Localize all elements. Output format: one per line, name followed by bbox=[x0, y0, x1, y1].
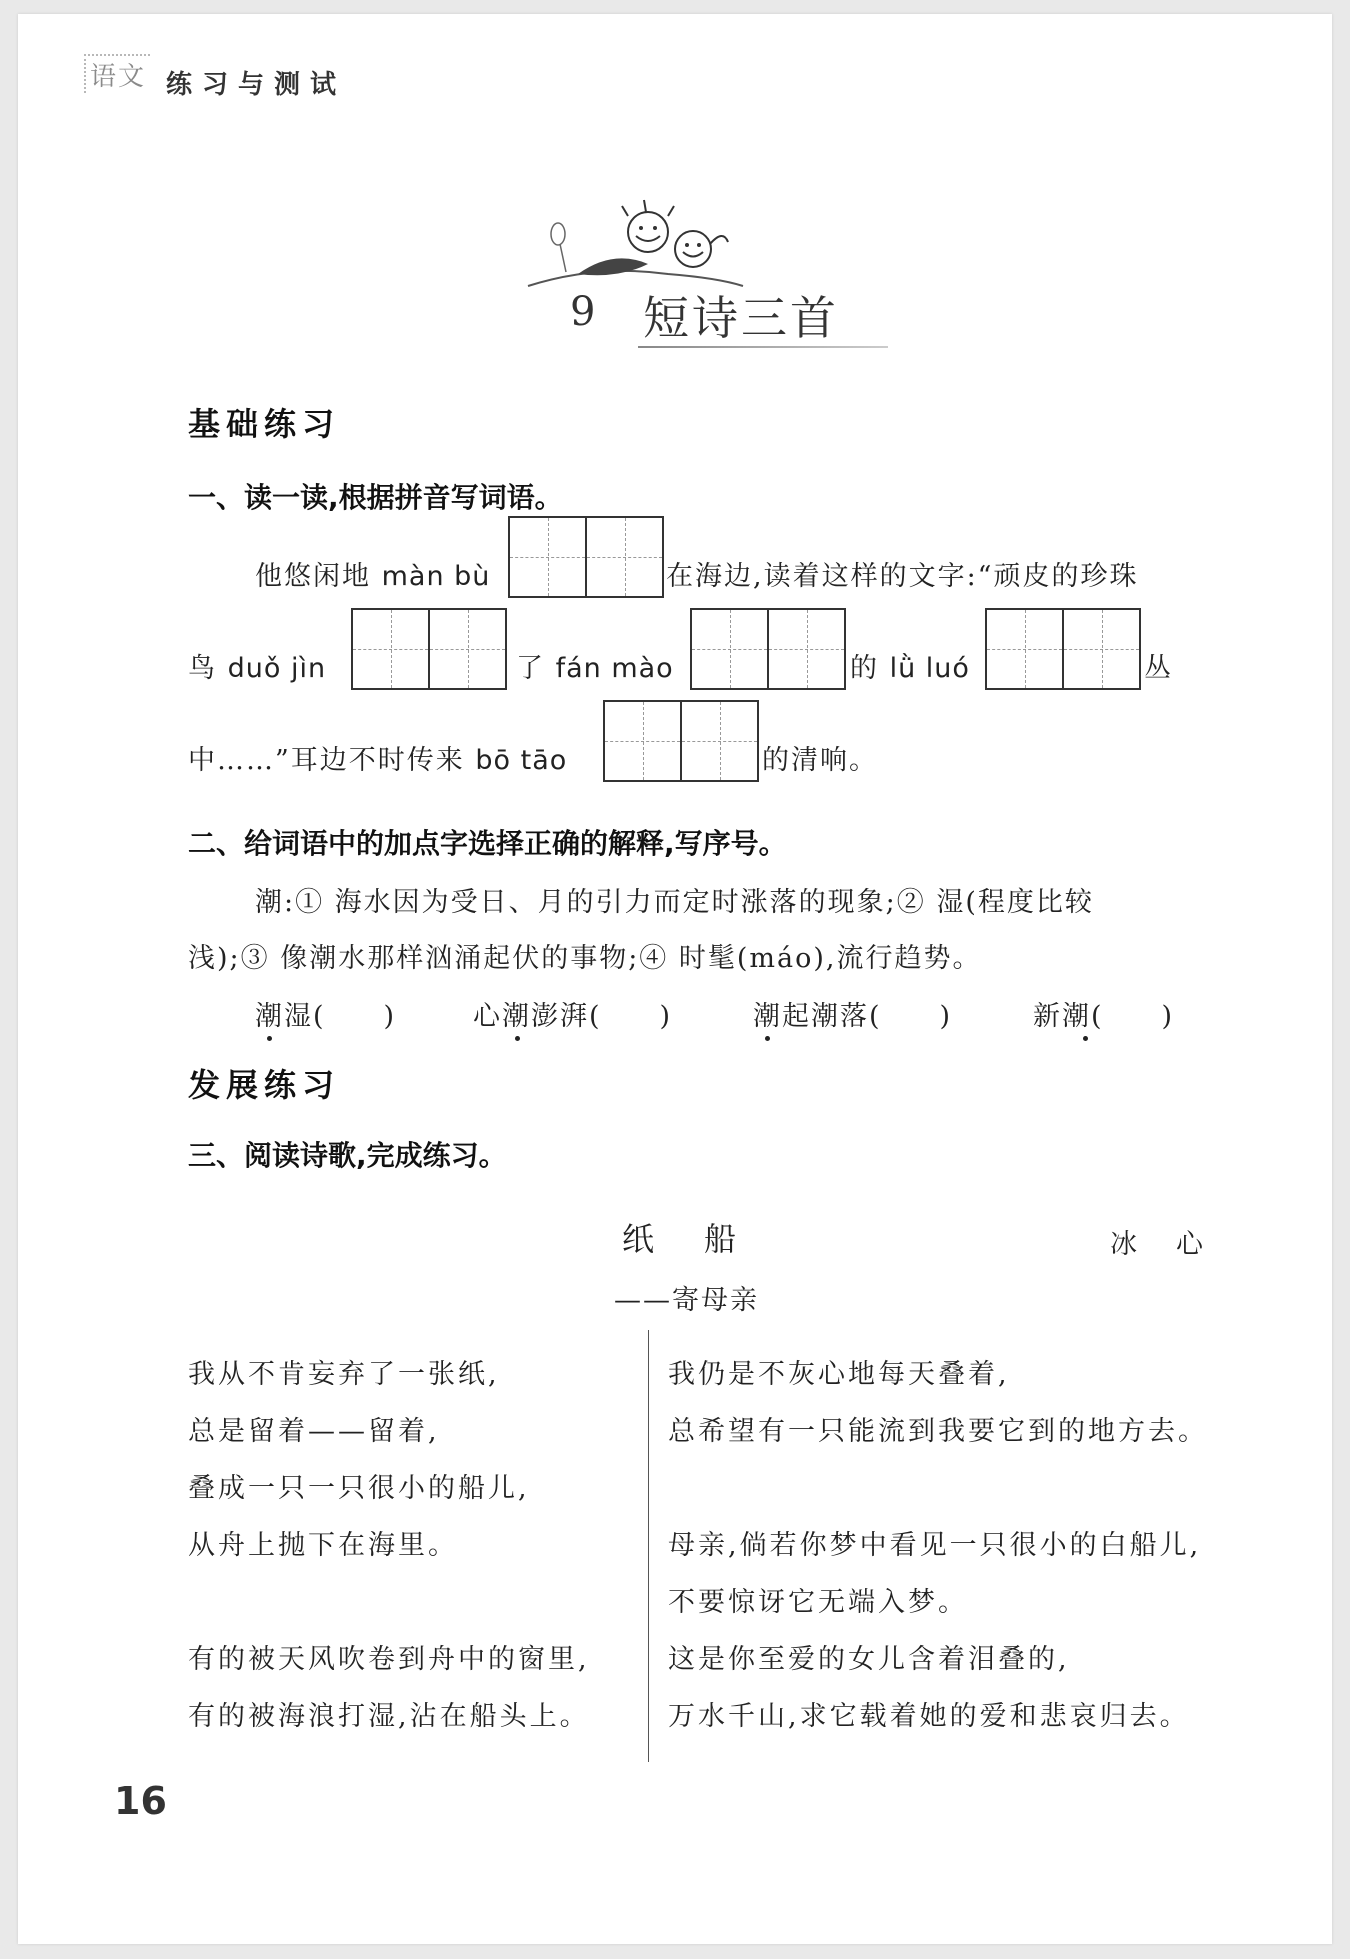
q3-heading: 三、阅读诗歌,完成练习。 bbox=[188, 1139, 507, 1172]
poem-left-line: 从舟上抛下在海里。 bbox=[188, 1530, 458, 1561]
book-title: 练习与测试 bbox=[166, 70, 347, 100]
answer-box-fan-mao[interactable] bbox=[690, 608, 846, 690]
poem-left-line: 我从不肯妄弃了一张纸, bbox=[188, 1359, 500, 1390]
emphasis-dot bbox=[765, 1036, 770, 1041]
column-divider bbox=[648, 1330, 649, 1762]
q1-line3-end: 的清响。 bbox=[762, 745, 878, 776]
pinyin-fan-mao: fán mào bbox=[555, 653, 674, 684]
pinyin-lu-luo: lǜ luó bbox=[889, 653, 970, 684]
q2-item-2[interactable]: 心潮澎湃( ) bbox=[473, 1001, 673, 1032]
poem-right-line: 这是你至爱的女儿含着泪叠的, bbox=[668, 1644, 1070, 1675]
children-illustration-icon bbox=[518, 194, 748, 294]
poem-left-line: 有的被海浪打湿,沾在船头上。 bbox=[188, 1701, 590, 1732]
q1-line3-start: 中……”耳边不时传来 bō tāo bbox=[188, 745, 568, 776]
poem-subtitle: ——寄母亲 bbox=[614, 1285, 759, 1316]
q1-line2-end: 丛 bbox=[1144, 653, 1173, 684]
poem-title: 纸船 bbox=[622, 1220, 787, 1258]
q2-heading: 二、给词语中的加点字选择正确的解释,写序号。 bbox=[188, 827, 787, 860]
page-number: 16 bbox=[114, 1779, 167, 1823]
poem-right-line: 不要惊讶它无端入梦。 bbox=[668, 1587, 968, 1618]
emphasis-dot bbox=[267, 1036, 272, 1041]
poem-right-line: 总希望有一只能流到我要它到的地方去。 bbox=[668, 1416, 1208, 1447]
q2-item-3[interactable]: 潮起潮落( ) bbox=[753, 1001, 953, 1032]
q2-definition-line2: 浅);③ 像潮水那样汹涌起伏的事物;④ 时髦(máo),流行趋势。 bbox=[188, 943, 982, 974]
emphasis-dot bbox=[515, 1036, 520, 1041]
q1-line2-mid2: 的 lǜ luó bbox=[850, 653, 970, 684]
poem-right-line: 母亲,倘若你梦中看见一只很小的白船儿, bbox=[668, 1530, 1202, 1561]
pinyin-bo-tao: bō tāo bbox=[475, 745, 568, 776]
title-underline bbox=[638, 346, 888, 348]
section-basic-heading: 基础练习 bbox=[188, 405, 341, 443]
poem-left-line: 叠成一只一只很小的船儿, bbox=[188, 1473, 530, 1504]
poem-right-line: 我仍是不灰心地每天叠着, bbox=[668, 1359, 1010, 1390]
emphasis-dot bbox=[1083, 1036, 1088, 1041]
answer-box-duo-jin[interactable] bbox=[351, 608, 507, 690]
q2-item-1[interactable]: 潮湿( ) bbox=[255, 1001, 397, 1032]
subject-label: 语文 bbox=[84, 54, 150, 93]
pinyin-duo-jin: duǒ jìn bbox=[227, 653, 327, 684]
q1-line2-mid1: 了 fán mào bbox=[516, 653, 674, 684]
poem-left-line: 有的被天风吹卷到舟中的窗里, bbox=[188, 1644, 590, 1675]
poem-author: 冰 心 bbox=[1110, 1229, 1209, 1260]
answer-box-lu-luo[interactable] bbox=[985, 608, 1141, 690]
pinyin-man-bu: màn bù bbox=[381, 561, 491, 592]
q2-item-4[interactable]: 新潮( ) bbox=[1033, 1001, 1175, 1032]
section-development-heading: 发展练习 bbox=[188, 1066, 341, 1104]
q1-heading: 一、读一读,根据拼音写词语。 bbox=[188, 481, 563, 514]
answer-box-bo-tao[interactable] bbox=[603, 700, 759, 782]
q1-line2-start: 鸟 duǒ jìn bbox=[188, 653, 327, 684]
workbook-page bbox=[18, 14, 1332, 1944]
lesson-title: 短诗三首 bbox=[643, 291, 839, 345]
q2-definition-line1: 潮:① 海水因为受日、月的引力而定时涨落的现象;② 湿(程度比较 bbox=[255, 887, 1094, 918]
q1-line1-start: 他悠闲地 màn bù bbox=[255, 561, 491, 592]
lesson-number: 9 bbox=[570, 289, 596, 335]
poem-right-line: 万水千山,求它载着她的爱和悲哀归去。 bbox=[668, 1701, 1190, 1732]
poem-left-line: 总是留着——留着, bbox=[188, 1416, 440, 1447]
q1-line1-end: 在海边,读着这样的文字:“顽皮的珍珠 bbox=[666, 561, 1139, 592]
answer-box-man-bu[interactable] bbox=[508, 516, 664, 598]
